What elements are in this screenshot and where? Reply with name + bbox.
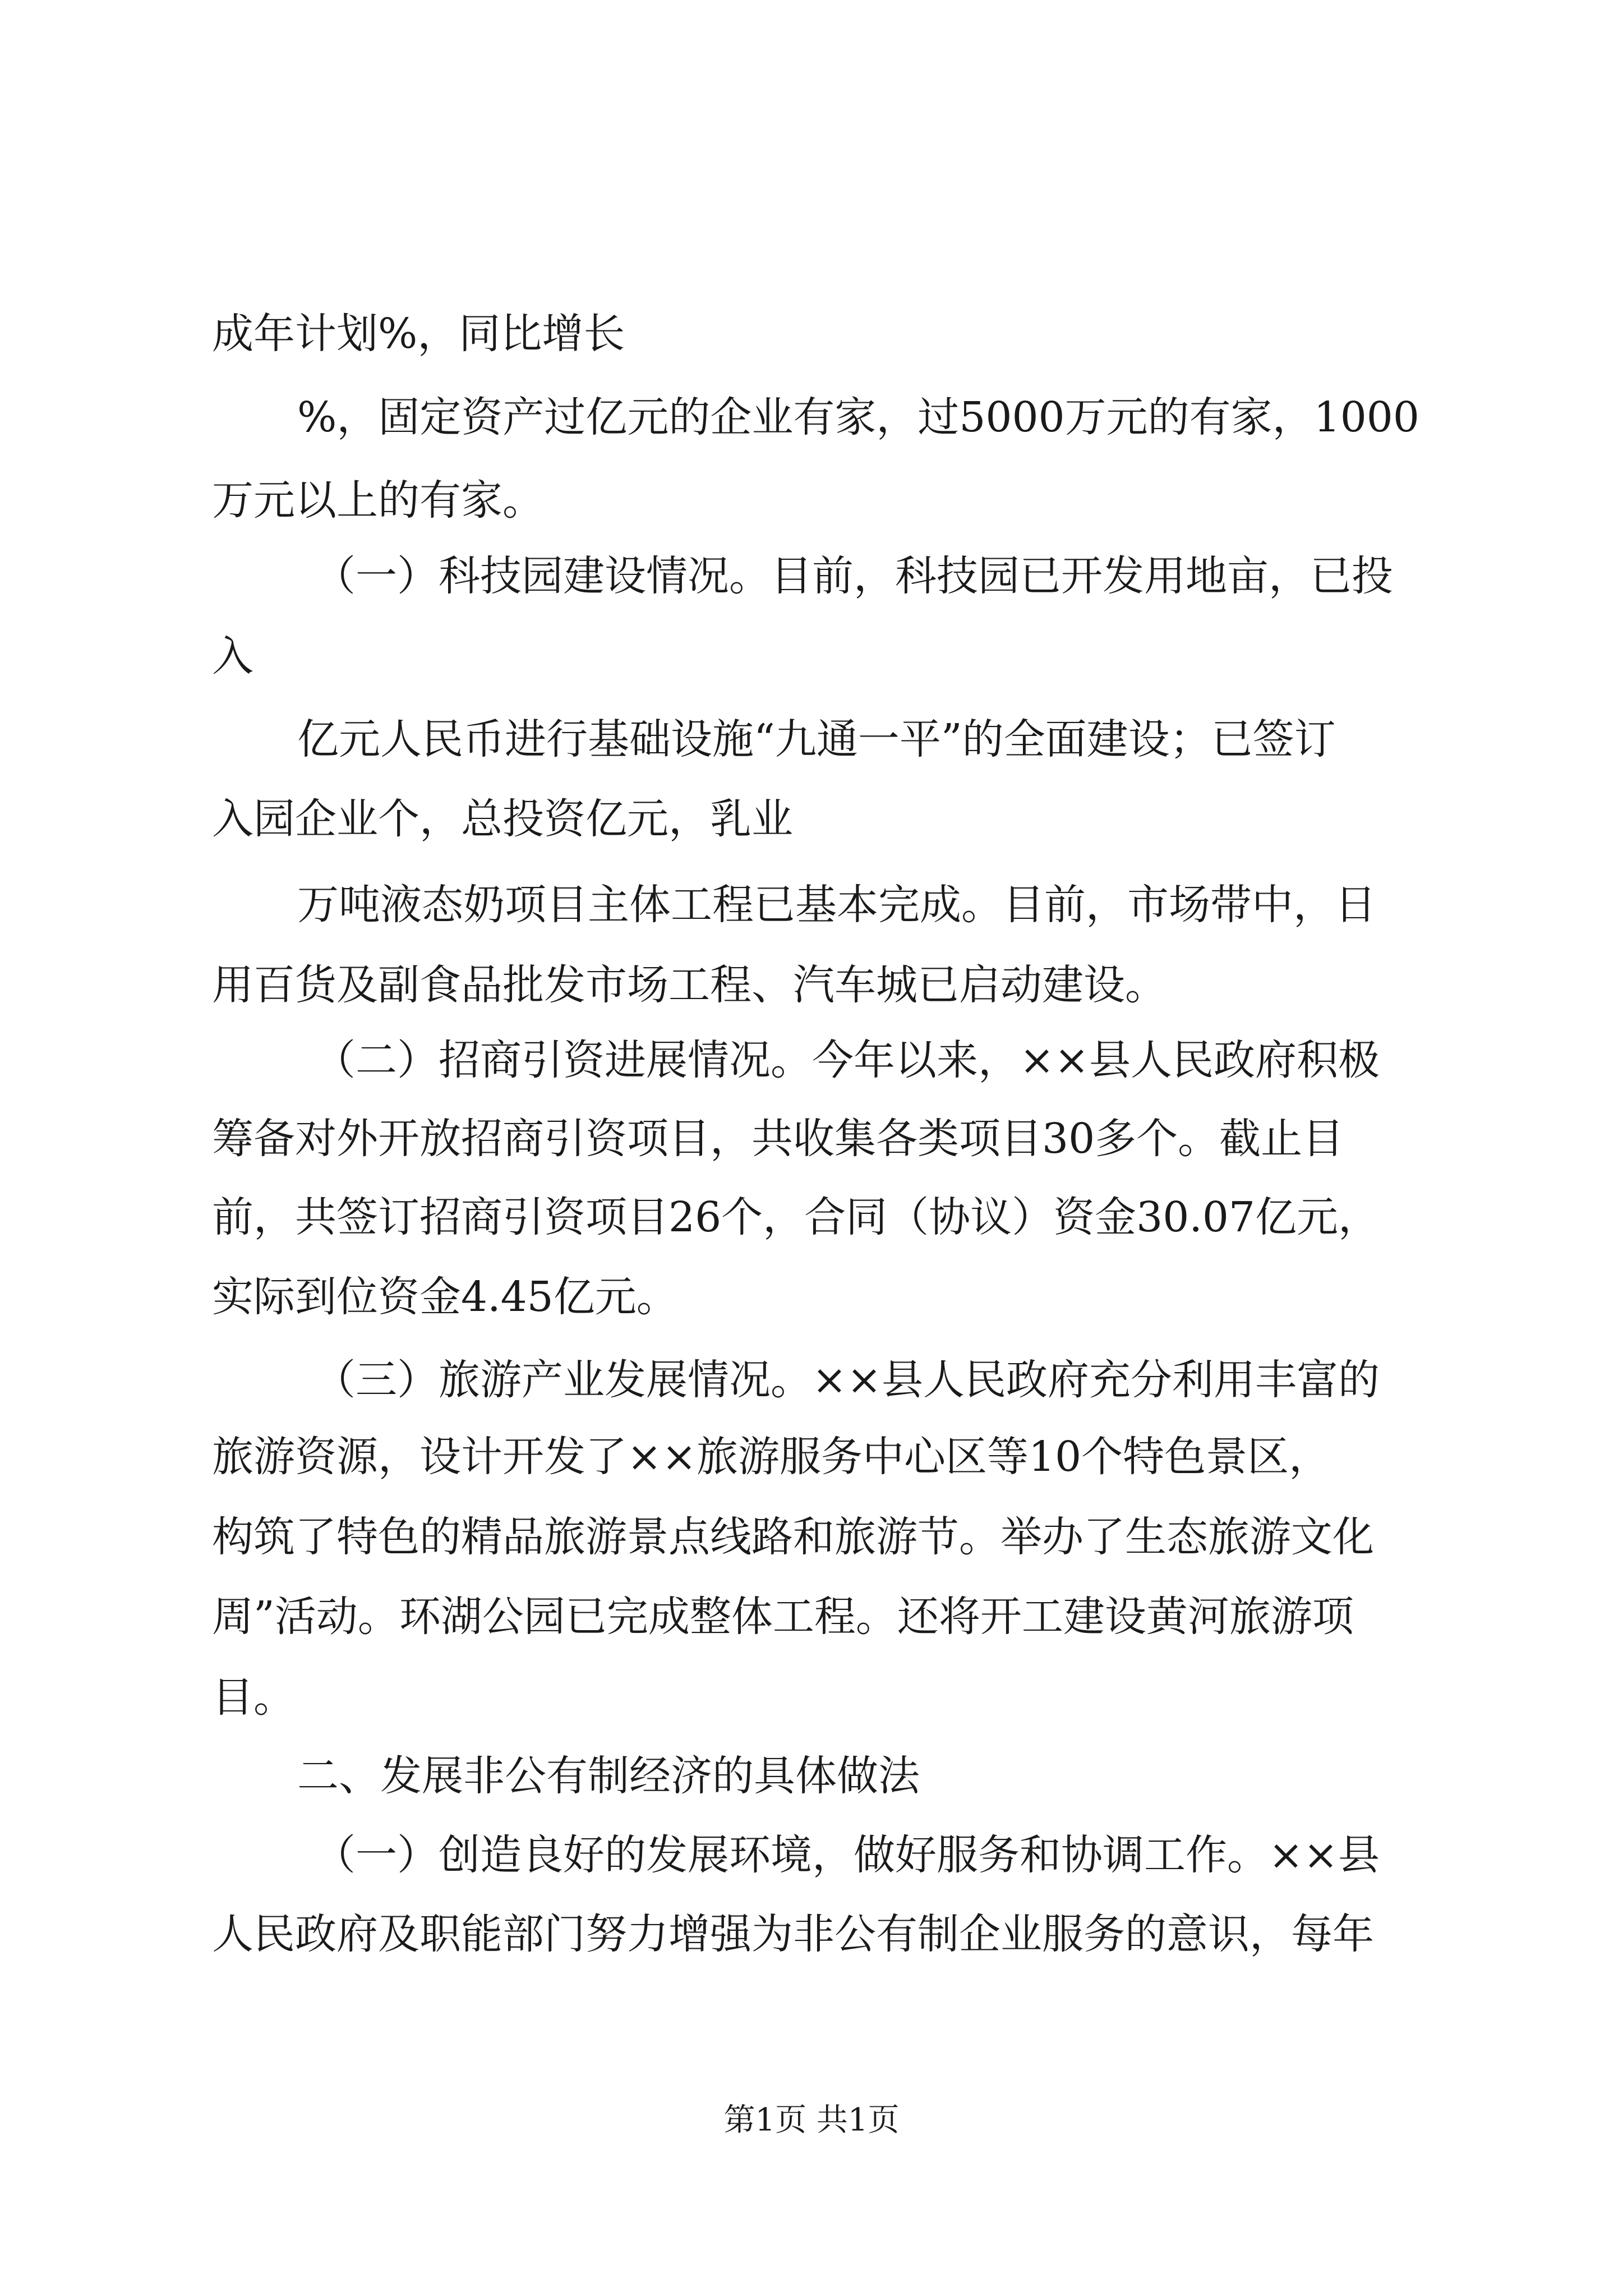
text-line: %，固定资产过亿元的企业有家，过5000万元的有家，1000 [297,393,1419,441]
text-line: 旅游资源，设计开发了××旅游服务中心区等10个特色景区， [212,1433,1331,1481]
text-line: 前，共签订招商引资项目26个，合同（协议）资金30.07亿元， [212,1193,1380,1241]
text-line: 入 [212,632,253,680]
text-line: （一）科技园建设情况。目前，科技园已开发用地亩，已投 [314,552,1393,600]
text-line: 实际到位资金4.45亿元。 [212,1273,678,1321]
text-line: （一）创造良好的发展环境，做好服务和协调工作。××县 [314,1831,1380,1879]
text-line: 筹备对外开放招商引资项目，共收集各类项目30多个。截止目 [212,1115,1344,1163]
text-line: （二）招商引资进展情况。今年以来，××县人民政府积极 [314,1036,1380,1084]
text-line: 二、发展非公有制经济的具体做法 [297,1752,920,1800]
text-line: 用百货及副食品批发市场工程、汽车城已启动建设。 [212,961,1166,1009]
text-line: 周”活动。环湖公园已完成整体工程。还将开工建设黄河旅游项 [212,1593,1354,1641]
text-line: 成年计划%，同比增长 [212,310,625,358]
text-line: 人民政府及职能部门努力增强为非公有制企业服务的意识，每年 [212,1910,1374,1958]
text-line: 构筑了特色的精品旅游景点线路和旅游节。举办了生态旅游文化 [212,1513,1374,1561]
page-footer: 第1页 共1页 [723,2102,900,2138]
text-line: 亿元人民币进行基础设施“九通一平”的全面建设；已签订 [297,715,1336,763]
text-line: 万元以上的有家。 [212,476,544,524]
text-line: （三）旅游产业发展情况。××县人民政府充分利用丰富的 [314,1356,1380,1404]
text-line: 入园企业个，总投资亿元，乳业 [212,795,793,843]
text-line: 目。 [212,1673,295,1722]
text-line: 万吨液态奶项目主体工程已基本完成。目前，市场带中，日 [297,881,1376,929]
